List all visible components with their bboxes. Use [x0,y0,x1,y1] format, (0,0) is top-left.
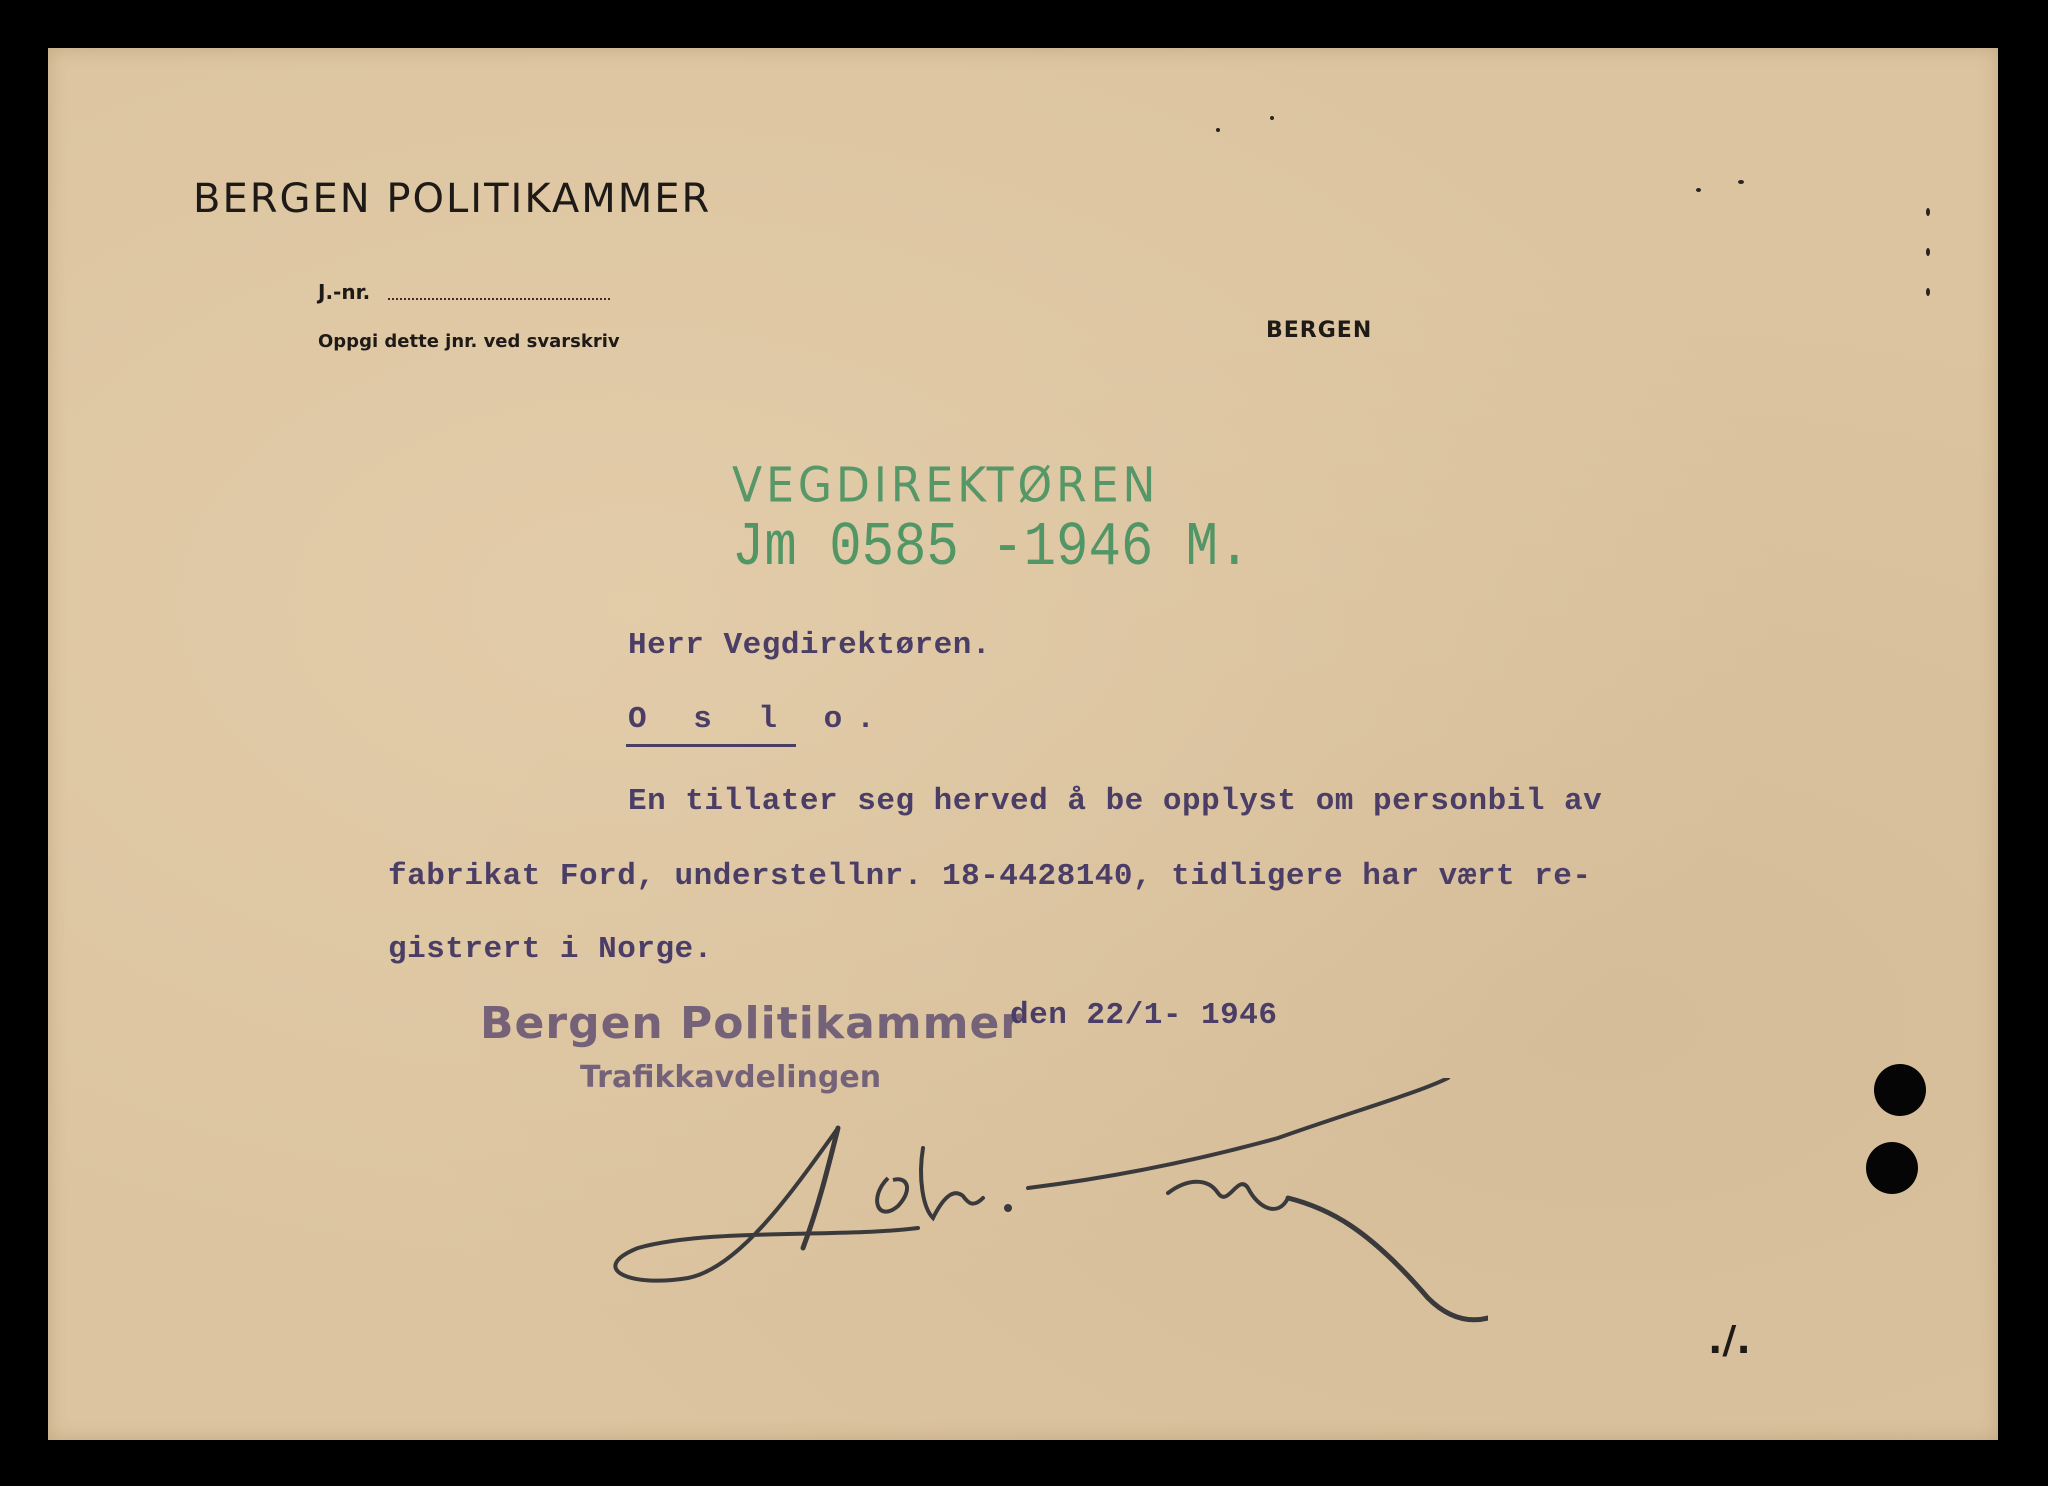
journal-number-note: Oppgi dette jnr. ved svarskriv [318,331,620,352]
signature [588,1078,1488,1338]
journal-number-blank [388,298,610,300]
paper-speck [1926,248,1930,256]
body-line-1: En tillater seg herved å be opplyst om personbil av [628,784,1603,819]
date-line: den 22/1- 1946 [1010,998,1278,1033]
addressee-city-underline [626,744,796,747]
punch-hole-upper [1874,1064,1926,1116]
paper-speck [1696,188,1701,192]
letterhead-title: BERGEN POLITIKAMMER [193,176,712,222]
letterhead-city: BERGEN [1266,318,1373,343]
body-line-3: gistrert i Norge. [388,932,713,967]
paper-speck [1270,116,1274,120]
punch-hole-lower [1866,1142,1918,1194]
addressee-line: Herr Vegdirektøren. [628,628,991,663]
letter-page [48,48,1998,1440]
journal-number-label: J.-nr. [318,280,371,304]
received-stamp-journal-number: Jm 0585 -1946 M. [732,513,1251,584]
paper-speck [1738,180,1744,184]
body-line-2: fabrikat Ford, understellnr. 18-4428140, tidligere har vært re- [388,859,1592,894]
paper-speck [1216,128,1220,132]
paper-speck [1926,288,1930,296]
sender-stamp-department: Trafikkavdelingen [580,1060,882,1095]
paper-speck [1926,208,1930,216]
addressee-city: O s l o. [628,702,889,737]
marginal-mark: ./. [1708,1318,1751,1362]
sender-stamp-office: Bergen Politikammer [480,998,1024,1049]
received-stamp-organization: VEGDIREKTØREN [732,457,1160,514]
